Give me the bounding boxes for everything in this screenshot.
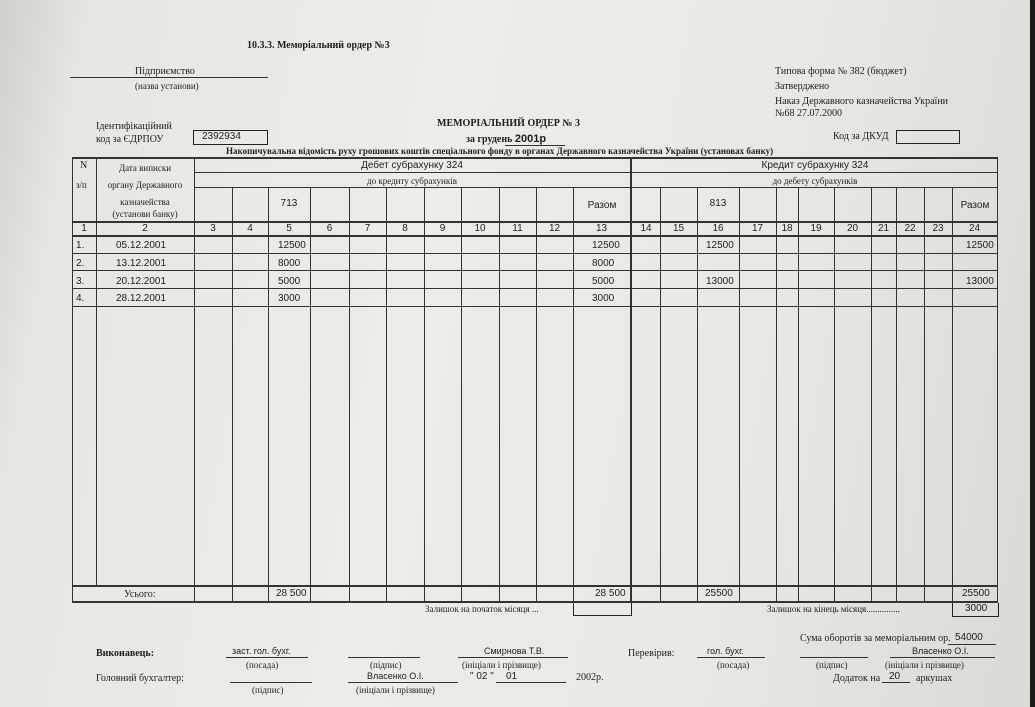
attachment-count: 20: [889, 671, 901, 682]
column-number: 10: [474, 223, 486, 234]
date-day: " 02 ": [470, 671, 494, 682]
column-number: 3: [210, 223, 216, 234]
column-number: 1: [81, 223, 87, 234]
attachment-suffix: аркушах: [916, 673, 953, 684]
row-col13: 3000: [592, 293, 615, 304]
row-col16: 12500: [706, 240, 734, 251]
column-number: 17: [751, 223, 764, 234]
row-col13: 8000: [592, 258, 615, 269]
column-number: 13: [595, 223, 608, 234]
row-col13: 12500: [592, 240, 620, 251]
column-number: 18: [781, 223, 793, 234]
date-month: 01: [506, 671, 518, 682]
closing-balance-label: Залишок на кінець місяця...............: [767, 604, 900, 614]
column-number: 21: [877, 223, 890, 234]
column-number: 2: [142, 223, 148, 234]
order-period: за грудень 2001р: [466, 133, 547, 145]
total-col16: 25500: [705, 588, 733, 599]
totals-label: Усього:: [124, 589, 156, 600]
executor-position: заст. гол. бухг.: [232, 646, 291, 656]
debit-header: Дебет субрахунку 324: [361, 160, 463, 171]
row-col24: 13000: [966, 276, 994, 287]
total-col24: 25500: [962, 588, 990, 599]
col-date-header-3: казначейства: [120, 197, 170, 207]
turnover-label: Сума оборотів за меморіальним ор.: [800, 633, 951, 644]
col-date-header-1: Дата виписки: [118, 163, 172, 173]
order-title: МЕМОРІАЛЬНИЙ ОРДЕР № 3: [437, 118, 580, 129]
caption-signature-2: (підпис): [816, 660, 848, 670]
dkud-label: Код за ДКУД: [833, 131, 889, 142]
institution-name: Підприємство: [135, 66, 195, 77]
chief-label: Головний бухгалтер:: [96, 673, 184, 684]
section-heading: 10.3.3. Меморіальний ордер №3: [247, 40, 390, 51]
row-number: 2.: [76, 258, 85, 269]
column-number: 22: [904, 223, 916, 234]
column-number: 5: [286, 223, 292, 234]
form-info-line2: Затверджено: [775, 81, 830, 92]
col-no-header-1: N: [80, 160, 88, 171]
column-number: 12: [548, 223, 561, 234]
debit-subheader: до кредиту субрахунків: [367, 176, 457, 186]
checked-label: Перевірив:: [628, 648, 675, 659]
form-info-line1: Типова форма № 382 (бюджет): [775, 66, 907, 77]
column-number: 4: [247, 223, 253, 234]
caption-signature-1: (підпис): [370, 660, 402, 670]
row-date: 20.12.2001: [116, 276, 167, 287]
col-no-header-2: з/п: [76, 180, 87, 190]
row-date: 05.12.2001: [116, 240, 167, 251]
credit-header: Кредит субрахунку 324: [761, 160, 869, 171]
credit-subheader: до дебету субрахунків: [772, 176, 858, 186]
credit-total-header: Разом: [960, 200, 990, 211]
closing-balance-box: [952, 603, 999, 617]
row-col5: 3000: [278, 293, 301, 304]
column-number: 16: [712, 223, 724, 234]
row-number: 1.: [76, 240, 85, 251]
column-number: 6: [326, 223, 333, 234]
row-col5: 5000: [278, 276, 301, 287]
column-number: 8: [402, 223, 408, 234]
row-number: 4.: [76, 293, 85, 304]
row-col13: 5000: [592, 276, 615, 287]
checked-name: Власенко О.І.: [912, 646, 969, 656]
closing-balance-value: 3000: [965, 603, 988, 614]
dkud-box: [896, 130, 960, 144]
opening-balance-label: Залишок на початок місяця ...: [425, 604, 539, 614]
order-subtitle: Накопичувальна відомість руху грошових коштів спеціального фонду в органах Державного казначейства України (установах банку): [226, 146, 774, 156]
row-date: 28.12.2001: [116, 293, 167, 304]
scan-edge: [1030, 0, 1035, 707]
caption-position-1: (посада): [246, 660, 279, 670]
credit-account-813: 813: [709, 198, 727, 209]
column-number: 14: [640, 223, 652, 234]
column-number: 19: [810, 223, 822, 234]
row-col5: 12500: [278, 240, 306, 251]
row-col24: 12500: [966, 240, 994, 251]
column-number: 7: [364, 223, 371, 234]
edrpou-value: 2392934: [202, 131, 241, 142]
col-date-header-4: (установи банку): [112, 209, 178, 219]
edrpou-label-2: код за ЄДРПОУ: [96, 134, 164, 145]
caption-initials-2: (ініціали і прізвище): [885, 660, 964, 670]
debit-total-header: Разом: [587, 200, 617, 211]
edrpou-label-1: Ідентифікаційний: [96, 121, 172, 132]
form-info-line4: №68 27.07.2000: [775, 108, 843, 119]
column-number: 9: [439, 223, 446, 234]
debit-account-713: 713: [280, 198, 298, 209]
column-number: 20: [846, 223, 859, 234]
column-number: 23: [932, 223, 944, 234]
chief-name: Власенко О.І.: [367, 671, 424, 681]
row-date: 13.12.2001: [116, 258, 167, 269]
checked-position: гол. бухг.: [707, 646, 744, 656]
institution-caption: (назва установи): [135, 81, 199, 91]
turnover-value: 54000: [955, 632, 983, 643]
column-number: 15: [672, 223, 685, 234]
opening-balance-box: [573, 603, 632, 616]
date-year: 2002р.: [576, 672, 604, 683]
total-col13: 28 500: [595, 588, 626, 599]
row-col5: 8000: [278, 258, 301, 269]
total-col5: 28 500: [276, 588, 307, 599]
executor-label: Виконавець:: [96, 648, 155, 659]
edrpou-box: [193, 130, 268, 145]
row-number: 3.: [76, 276, 85, 287]
executor-name: Смирнова Т.В.: [484, 646, 545, 656]
row-col16: 13000: [706, 276, 734, 287]
attachment-prefix: Додаток на: [833, 673, 881, 684]
caption-initials-3: (ініціали і прізвище): [356, 685, 435, 695]
caption-signature-3: (підпис): [252, 685, 284, 695]
col-date-header-2: органу Державного: [107, 180, 183, 190]
column-number: 24: [968, 223, 981, 234]
form-info-line3: Наказ Державного казначейства України: [775, 96, 949, 107]
caption-initials-1: (ініціали і прізвище): [462, 660, 541, 670]
caption-position-2: (посада): [717, 660, 750, 670]
column-number: 11: [512, 223, 523, 234]
